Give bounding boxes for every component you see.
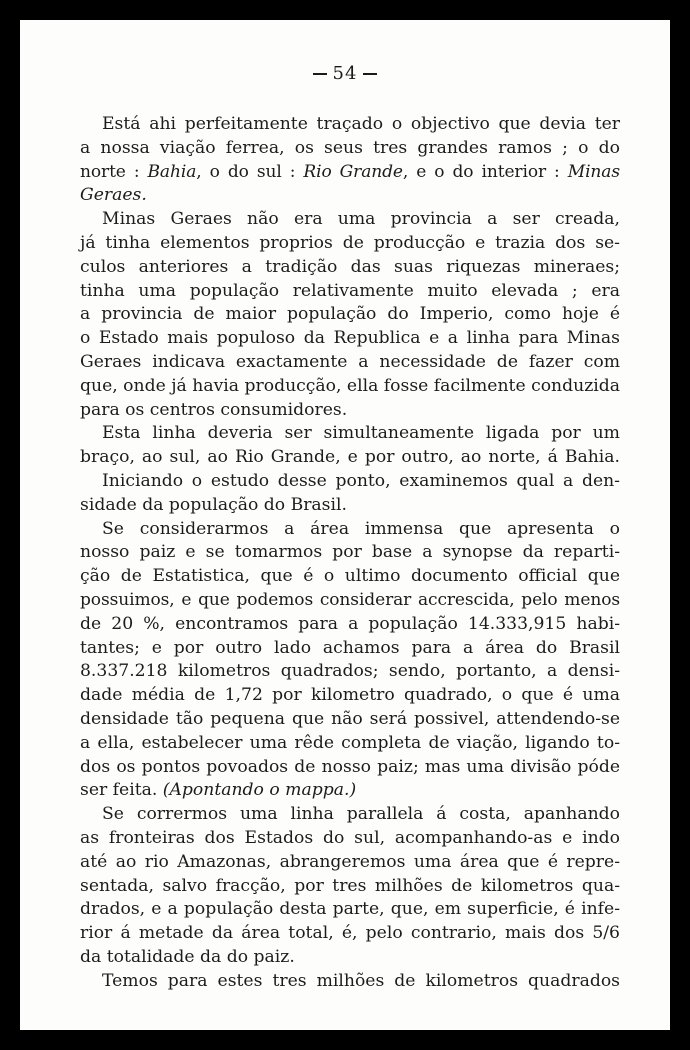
text-line [80,470,620,494]
text-run: sidade da população do Brasil. [80,494,347,515]
text-run: , o do sul : [196,161,304,182]
text-line [80,375,620,399]
text-line [80,113,620,137]
text-line [80,851,620,875]
text-line [80,660,620,684]
text-line [80,161,620,185]
text-run: a ella, estabelecer uma rêde completa de viação, ligando to- [80,732,620,753]
text-run: 8.337.218 kilometros quadrados; sendo, portanto, a densi- [80,661,620,682]
text-line [80,422,620,446]
text-run: até ao rio Amazonas, abrangeremos uma área que é repre- [80,851,620,872]
text-line [80,756,620,780]
text-line [80,494,620,518]
text-run: Se corrermos uma linha parallela á costa, apanhando [102,804,620,825]
text-run: densidade tão pequena que não será possivel, attendendo-se [80,708,620,729]
page-number-value: 54 [332,63,358,84]
page-number-left-dash [313,73,327,75]
page-number-right-dash [363,73,377,75]
text-line [80,946,620,970]
text-run: Geraes indicava exactamente a necessidade de fazer com [80,351,620,372]
text-line [80,613,620,637]
text-line [80,399,620,423]
text-line [80,708,620,732]
text-run: culos anteriores a tradição das suas riquezas mineraes; [80,256,620,277]
text-run: Minas Geraes não era uma provincia a ser creada, [102,209,620,230]
book-page [20,20,670,1030]
text-line [80,803,620,827]
text-line [80,184,620,208]
text-run: dos os pontos povoados de nosso paiz; mas uma divisão póde [80,756,620,777]
text-line [80,446,620,470]
text-line [80,970,620,994]
text-run: Iniciando o estudo desse ponto, examinemos qual a den- [102,470,620,491]
text-line [80,637,620,661]
text-run: já tinha elementos proprios de producção e trazia dos se- [80,232,620,253]
text-line [80,565,620,589]
text-run: braço, ao sul, ao Rio Grande, e por outro, ao norte, á Bahia. [80,447,620,468]
text-run: ser feita. [80,780,163,801]
text-run: ção de Estatistica, que é o ultimo documento official que [80,566,620,587]
text-run: Esta linha deveria ser simultaneamente ligada por um [102,423,620,444]
text-line [80,827,620,851]
text-line [80,137,620,161]
body-text [80,113,620,993]
text-line [80,351,620,375]
italic-text: Bahia [147,161,197,182]
text-run: dade média de 1,72 por kilometro quadrado, o que é uma [80,685,620,706]
text-run: Se considerarmos a área immensa que apresenta o [102,518,620,539]
text-line [80,684,620,708]
text-line [80,589,620,613]
text-line [80,922,620,946]
text-run: sentada, salvo fracção, por tres milhões de kilometros qua- [80,875,620,896]
text-run: o Estado mais populoso da Republica e a linha para Minas [80,328,620,349]
text-run: possuimos, e que podemos considerar accrescida, pelo menos [80,589,620,610]
text-line [80,256,620,280]
text-run: a provincia de maior população do Imperio, como hoje é [80,304,620,325]
text-run: da totalidade da do paiz. [80,946,295,967]
text-line [80,280,620,304]
text-run: de 20 %, encontramos para a população 14.333,915 habi- [80,613,620,634]
text-run: norte : [80,161,148,182]
text-line [80,898,620,922]
italic-text: (Apontando o mappa.) [162,780,357,801]
page-number [20,63,670,84]
text-line [80,875,620,899]
text-run: Temos para estes tres milhões de kilometros quadrados [102,970,620,991]
text-run: , e o do interior : [402,161,568,182]
text-line [80,541,620,565]
text-line [80,518,620,542]
text-line [80,208,620,232]
text-run: as fronteiras dos Estados do sul, acompanhando-as e indo [80,827,620,848]
text-line [80,232,620,256]
italic-text: Minas [567,161,620,182]
text-line [80,779,620,803]
text-line [80,303,620,327]
text-run: a nossa viação ferrea, os seus tres grandes ramos ; o do [80,137,620,158]
text-run: Está ahi perfeitamente traçado o objectivo que devia ter [102,114,620,134]
text-run: tantes; e por outro lado achamos para a área do Brasil [80,637,620,658]
text-run: drados, e a população desta parte, que, em superficie, é infe- [80,899,620,920]
text-run: nosso paiz e se tomarmos por base a synopse da reparti- [80,542,620,563]
italic-text: Geraes. [80,185,147,206]
italic-text: Rio Grande [303,161,403,182]
text-run: rior á metade da área total, é, pelo contrario, mais dos 5/6 [80,923,620,944]
text-run: para os centros consumidores. [80,399,348,420]
text-run: que, onde já havia producção, ella fosse facilmente conduzida [80,375,620,396]
text-line [80,732,620,756]
text-run: tinha uma população relativamente muito elevada ; era [80,280,620,301]
text-line [80,327,620,351]
